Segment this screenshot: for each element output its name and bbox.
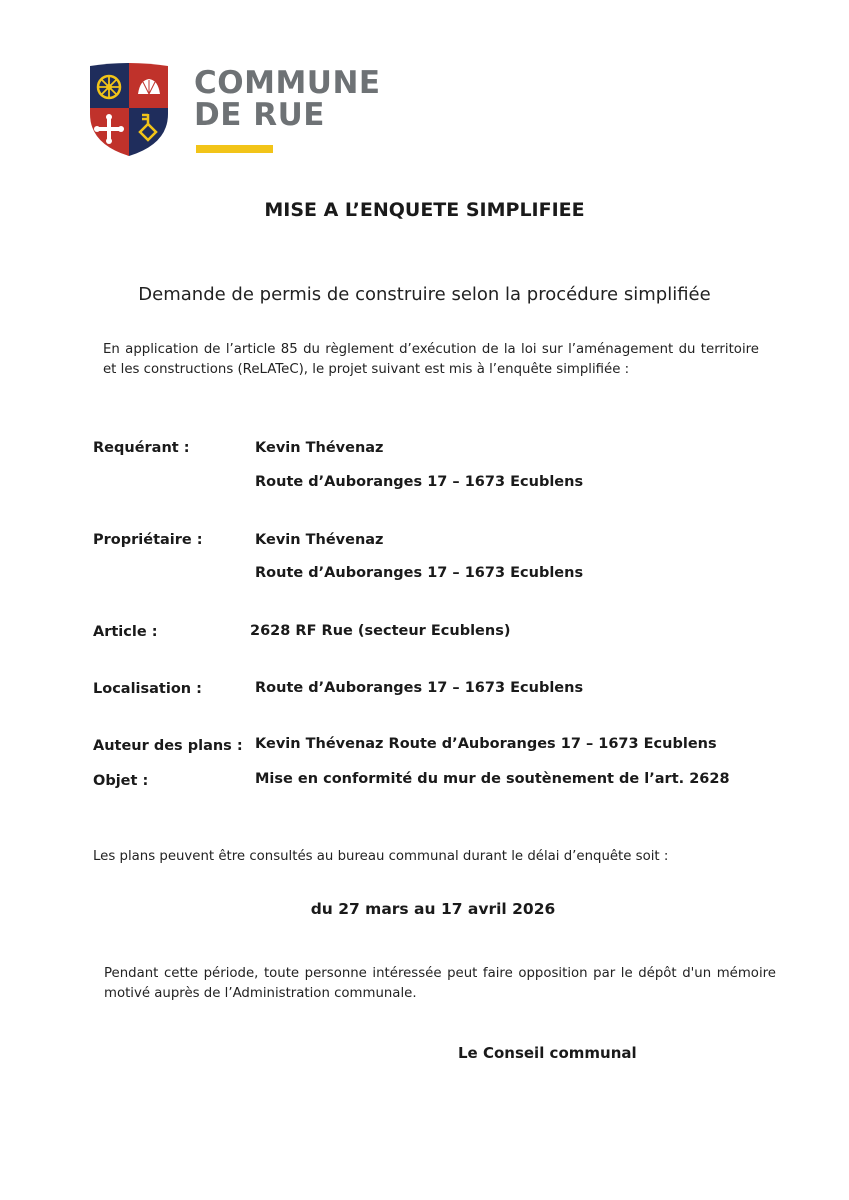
intro-paragraph: En application de l’article 85 du règlement d’exécution de la loi sur l’aménagement du territoire et les constructions (ReLATeC), le projet suivant est mis à l’enquête simplifiée :: [103, 342, 759, 377]
enquiry-period: du 27 mars au 17 avril 2026: [310, 900, 556, 918]
proprietaire-label: Propriétaire :: [93, 532, 203, 548]
page-title: MISE A L’ENQUETE SIMPLIFIEE: [264, 199, 585, 221]
article-label: Article :: [93, 624, 158, 640]
logo-line-1: COMMUNE: [194, 65, 381, 101]
logo-line-2: DE RUE: [194, 97, 325, 133]
requerant-label: Requérant :: [93, 440, 190, 456]
subtitle: Demande de permis de construire selon la procédure simplifiée: [138, 284, 711, 305]
objet-label: Objet :: [93, 773, 149, 789]
logo-underline: [196, 145, 273, 153]
proprietaire-name: Kevin Thévenaz: [255, 532, 384, 548]
opposition-paragraph: Pendant cette période, toute personne intéressée peut faire opposition par le dépôt d'un mémoire motivé auprès de l’Administration communale.: [104, 966, 776, 1001]
auteur-label: Auteur des plans :: [93, 738, 243, 754]
objet-value: Mise en conformité du mur de soutènement de l’art. 2628: [255, 771, 730, 787]
localisation-value: Route d’Auboranges 17 – 1673 Ecublens: [255, 680, 584, 696]
requerant-name: Kevin Thévenaz: [255, 440, 384, 456]
article-value: 2628 RF Rue (secteur Ecublens): [250, 623, 511, 639]
localisation-label: Localisation :: [93, 681, 202, 697]
signature: Le Conseil communal: [458, 1044, 637, 1062]
proprietaire-address: Route d’Auboranges 17 – 1673 Ecublens: [255, 565, 584, 581]
requerant-address: Route d’Auboranges 17 – 1673 Ecublens: [255, 474, 584, 490]
auteur-value: Kevin Thévenaz Route d’Auboranges 17 – 1673 Ecublens: [255, 736, 717, 752]
consultation-text: Les plans peuvent être consultés au bureau communal durant le délai d’enquête soit :: [93, 849, 669, 864]
coat-of-arms-icon: [88, 62, 170, 158]
